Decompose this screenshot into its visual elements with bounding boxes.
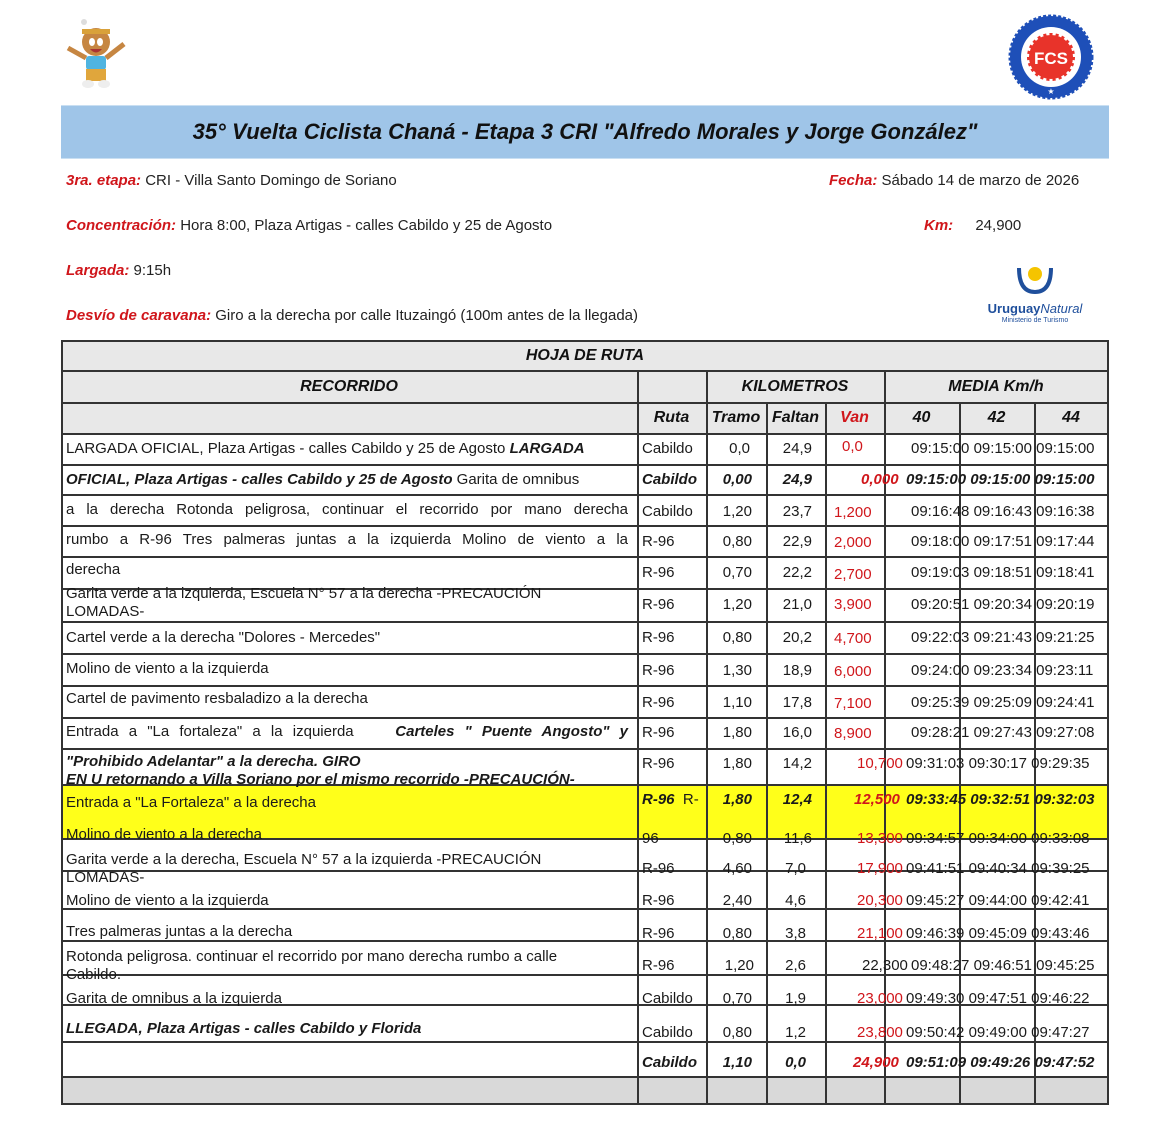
van-cell: 20,300 — [857, 892, 903, 909]
tramo-cell: 1,80 — [722, 791, 752, 808]
concentracion-label: Concentración: — [66, 217, 177, 234]
tramo-cell: 0,70 — [722, 990, 752, 1007]
van-cell: 23,800 — [857, 1024, 903, 1041]
tramo-cell: 0,80 — [722, 629, 752, 646]
ruta-cell: Cabildo — [642, 1024, 693, 1041]
table-row: Molino de viento a la izquierda — [66, 660, 269, 677]
table-row: a la derecha Rotonda peligrosa, continuar el recorrido por mano derecha — [66, 501, 628, 518]
faltan-cell: 2,6 — [785, 957, 806, 974]
col-tramo: Tramo — [711, 409, 761, 426]
faltan-cell: 14,2 — [782, 755, 812, 772]
col-speed-44: 44 — [1062, 409, 1080, 426]
etapa-label: 3ra. etapa: — [66, 172, 142, 189]
ruta-cell: R-96 — [642, 596, 675, 613]
tramo-cell: 0,80 — [722, 533, 752, 550]
tramo-cell: 1,10 — [722, 694, 752, 711]
page-title: 35° Vuelta Ciclista Chaná - Etapa 3 CRI "Alfredo Morales y Jorge González" — [192, 119, 978, 144]
desvio-value: Giro a la derecha por calle Ituzaingó (100m antes de la llegada) — [215, 307, 639, 324]
times-cell: 09:51:09 09:49:26 09:47:52 — [906, 1054, 1095, 1071]
table-row: Cartel de pavimento resbaladizo a la derecha — [66, 690, 368, 707]
uruguay-natural-text: UruguayNatural — [987, 301, 1083, 316]
tramo-cell: 2,40 — [722, 892, 752, 909]
ruta-cell: R-96 — [642, 755, 675, 772]
times-cell: 09:20:51 09:20:34 09:20:19 — [911, 596, 1095, 613]
tramo-cell: 1,20 — [722, 596, 752, 613]
desvio-label: Desvío de caravana: — [66, 307, 212, 324]
times-cell: 09:25:39 09:25:09 09:24:41 — [911, 694, 1095, 711]
van-cell: 22,300 — [862, 957, 908, 974]
tramo-cell: 1,80 — [722, 755, 752, 772]
tramo-cell: 1,20 — [722, 503, 752, 520]
faltan-cell: 1,2 — [785, 1024, 806, 1041]
etapa-line — [66, 172, 397, 189]
tramo-cell: 1,20 — [724, 957, 754, 974]
times-cell: 09:22:03 09:21:43 09:21:25 — [911, 629, 1095, 646]
ruta-cell: R-96 — [642, 925, 675, 942]
faltan-cell: 3,8 — [785, 925, 806, 942]
van-cell: 17,900 — [857, 860, 903, 877]
page-title-bar — [61, 105, 1109, 159]
van-cell: 23,000 — [857, 990, 903, 1007]
times-cell: 09:28:21 09:27:43 09:27:08 — [911, 724, 1095, 741]
tramo-cell: 1,30 — [722, 662, 752, 679]
times-cell: 09:49:30 09:47:51 09:46:22 — [906, 990, 1090, 1007]
table-row: LLEGADA, Plaza Artigas - calles Cabildo y Florida — [66, 1020, 422, 1037]
largada-value: 9:15h — [133, 262, 172, 279]
faltan-cell: 4,6 — [785, 892, 806, 909]
desvio-line — [66, 307, 638, 324]
van-cell: 12,500 — [854, 791, 900, 808]
faltan-cell: 22,9 — [782, 533, 812, 550]
uruguay-natural-logo — [970, 262, 1100, 332]
tramo-cell: 1,80 — [722, 724, 752, 741]
table-row: Molino de viento a la derecha — [66, 826, 262, 843]
tramo-cell: 0,00 — [722, 471, 752, 488]
col-speed-40: 40 — [912, 409, 931, 426]
van-cell: 21,100 — [857, 925, 903, 942]
fecha-line — [829, 172, 1079, 189]
times-cell: 09:41:51 09:40:34 09:39:25 — [906, 860, 1090, 877]
van-cell: 13,300 — [857, 830, 903, 847]
van-cell: 2,000 — [834, 534, 872, 551]
van-cell: 2,700 — [834, 566, 872, 583]
km-line — [924, 217, 1021, 234]
times-cell: 09:31:03 09:30:17 09:29:35 — [906, 755, 1090, 772]
van-cell: 8,900 — [834, 725, 872, 742]
faltan-cell: 12,4 — [782, 791, 812, 808]
ruta-cell: Cabildo — [642, 440, 693, 457]
table-row: derecha — [66, 561, 121, 578]
recorrido-header: RECORRIDO — [300, 377, 398, 395]
hoja-de-ruta-title: HOJA DE RUTA — [525, 346, 645, 364]
faltan-cell: 24,9 — [782, 440, 812, 457]
largada-label: Largada: — [66, 262, 130, 279]
times-cell: 09:50:42 09:49:00 09:47:27 — [906, 1024, 1090, 1041]
tramo-cell: 0,80 — [722, 830, 752, 847]
largada-line — [66, 262, 171, 279]
ruta-cell: R-96 — [642, 629, 675, 646]
ruta-cell: R-96 — [642, 533, 675, 550]
van-cell: 4,700 — [834, 630, 872, 647]
sun-wave-icon — [1013, 262, 1057, 296]
ruta-cell: R-96 R- — [642, 791, 699, 808]
times-cell: 09:15:00 09:15:00 09:15:00 — [906, 471, 1095, 488]
col-faltan: Faltan — [771, 409, 820, 426]
ruta-cell: R-96 — [642, 662, 675, 679]
times-cell: 09:24:00 09:23:34 09:23:11 — [911, 662, 1094, 679]
tramo-cell: 4,60 — [722, 860, 752, 877]
ruta-cell: R-96 — [642, 860, 675, 877]
table-row: Tres palmeras juntas a la derecha — [66, 923, 293, 940]
times-cell: 09:16:48 09:16:43 09:16:38 — [911, 503, 1095, 520]
fecha-value: Sábado 14 de marzo de 2026 — [881, 172, 1080, 189]
faltan-cell: 20,2 — [782, 629, 812, 646]
van-cell: 0,0 — [842, 438, 863, 455]
table-row: OFICIAL, Plaza Artigas - calles Cabildo y 25 de Agosto Garita de omnibus — [66, 471, 580, 488]
faltan-cell: 21,0 — [782, 596, 812, 613]
van-cell: 3,900 — [834, 596, 872, 613]
table-row: LARGADA OFICIAL, Plaza Artigas - calles Cabildo y 25 de Agosto LARGADA — [66, 440, 585, 457]
kilometros-header: KILOMETROS — [741, 377, 849, 395]
van-cell: 6,000 — [834, 663, 872, 680]
concentracion-value: Hora 8:00, Plaza Artigas - calles Cabildo y 25 de Agosto — [180, 217, 553, 234]
van-cell: 24,900 — [853, 1054, 899, 1071]
ruta-cell: 96 — [642, 830, 659, 847]
tramo-cell: 0,0 — [729, 440, 750, 457]
ruta-cell: R-96 — [642, 892, 675, 909]
mascot-logo — [62, 14, 132, 90]
table-row: Cartel verde a la derecha "Dolores - Mercedes" — [66, 629, 381, 646]
km-value: 24,900 — [975, 217, 1022, 234]
times-cell: 09:18:00 09:17:51 09:17:44 — [911, 533, 1095, 550]
concentracion-line — [66, 217, 552, 234]
faltan-cell: 24,9 — [782, 471, 812, 488]
times-cell: 09:34:57 09:34:00 09:33:08 — [906, 830, 1090, 847]
faltan-cell: 23,7 — [782, 503, 812, 520]
tramo-cell: 0,70 — [722, 564, 752, 581]
table-row: Rotonda peligrosa. continuar el recorrido por mano derecha rumbo a calle Cabildo. — [66, 948, 558, 983]
ruta-cell: Cabildo — [642, 1054, 697, 1071]
etapa-value: CRI - Villa Santo Domingo de Soriano — [145, 172, 397, 189]
ruta-cell: R-96 — [642, 694, 675, 711]
ministerio-text: Ministerio de Turismo — [1001, 317, 1069, 324]
times-cell: 09:46:39 09:45:09 09:43:46 — [906, 925, 1090, 942]
ruta-cell: Cabildo — [642, 471, 697, 488]
faltan-cell: 0,0 — [785, 1054, 806, 1071]
ruta-cell: Cabildo — [642, 503, 693, 520]
col-ruta: Ruta — [653, 409, 690, 426]
faltan-cell: 22,2 — [782, 564, 812, 581]
table-row: Entrada a "La Fortaleza" a la derecha — [66, 794, 316, 811]
van-cell: 0,000 — [861, 471, 899, 488]
times-cell: 09:19:03 09:18:51 09:18:41 — [911, 564, 1095, 581]
svg-text:★: ★ — [1047, 87, 1055, 96]
van-cell: 1,200 — [834, 504, 872, 521]
faltan-cell: 7,0 — [785, 860, 806, 877]
col-van: Van — [840, 409, 869, 426]
table-row: Entrada a "La fortaleza" a la izquierda Carteles " Puente Angosto" y — [66, 723, 628, 740]
faltan-cell: 11,6 — [783, 830, 812, 847]
table-row: "Prohibido Adelantar" a la derecha. GIRO EN U retornando a Villa Soriano por el mismo recorrido -PRECAUCIÓN- — [66, 753, 575, 788]
van-cell: 10,700 — [857, 755, 903, 772]
faltan-cell: 1,9 — [785, 990, 806, 1007]
table-row: rumbo a R-96 Tres palmeras juntas a la izquierda Molino de viento a la — [66, 531, 628, 548]
table-row: Garita verde a la izquierda, Escuela N° 57 a la derecha -PRECAUCIÓN LOMADAS- — [66, 585, 542, 620]
faltan-cell: 17,8 — [782, 694, 812, 711]
van-cell: 7,100 — [834, 695, 872, 712]
table-row: Garita de omnibus a la izquierda — [66, 990, 282, 1007]
svg-text:FCS: FCS — [1034, 49, 1068, 68]
media-header: MEDIA Km/h — [948, 377, 1044, 395]
times-cell: 09:15:00 09:15:00 09:15:00 — [911, 440, 1095, 457]
tramo-cell: 1,10 — [722, 1054, 752, 1071]
fecha-label: Fecha: — [829, 172, 878, 189]
faltan-cell: 16,0 — [782, 724, 812, 741]
times-cell: 09:48:27 09:46:51 09:45:25 — [911, 957, 1095, 974]
times-cell: 09:45:27 09:44:00 09:42:41 — [906, 892, 1090, 909]
times-cell: 09:33:45 09:32:51 09:32:03 — [906, 791, 1095, 808]
faltan-cell: 18,9 — [782, 662, 812, 679]
tramo-cell: 0,80 — [722, 925, 752, 942]
ruta-cell: R-96 — [642, 564, 675, 581]
federation-logo — [1008, 14, 1094, 100]
ruta-cell: R-96 — [642, 724, 675, 741]
table-row: Garita verde a la derecha, Escuela N° 57 a la izquierda -PRECAUCIÓN LOMADAS- — [66, 851, 542, 886]
col-speed-42: 42 — [987, 409, 1006, 426]
ruta-cell: Cabildo — [642, 990, 693, 1007]
table-row: Molino de viento a la izquierda — [66, 892, 269, 909]
km-label: Km: — [924, 217, 954, 234]
ruta-cell: R-96 — [642, 957, 675, 974]
tramo-cell: 0,80 — [722, 1024, 752, 1041]
